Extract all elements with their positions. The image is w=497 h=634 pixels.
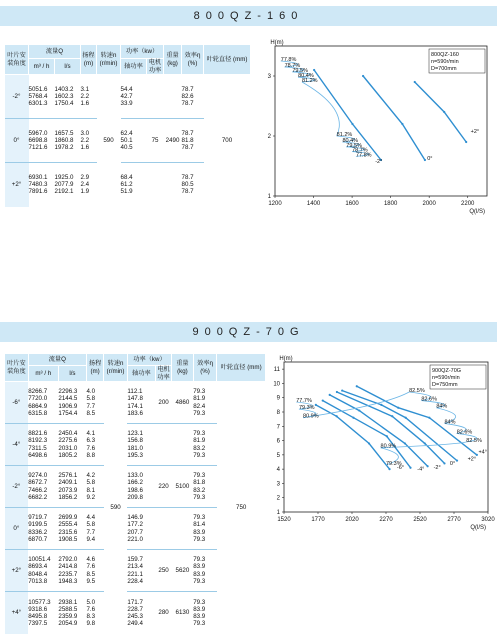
col-angle: 叶片安装角度: [5, 354, 29, 382]
weight-cell: 6130: [172, 592, 194, 634]
x-tick-label: 2520: [413, 517, 427, 523]
shaft-power-cell: 123.1 156.8 181.0 195.3: [127, 424, 155, 466]
angle-label: -6°: [396, 465, 404, 472]
angle-cell: 0°: [5, 119, 29, 163]
flow-m3h-cell: 6930.1 7480.3 7891.6: [29, 163, 55, 207]
angle-label: +2°: [467, 456, 477, 463]
col-flow-ls: l/s: [58, 366, 86, 382]
table-row: [5, 382, 266, 424]
head-cell: 4.1 6.3 7.6 8.8: [86, 424, 103, 466]
col-head: 扬程 (m): [86, 354, 103, 382]
angle-cell: +2°: [5, 550, 29, 592]
flow-m3h-cell: 10577.3 9318.6 8495.8 7397.5: [28, 592, 58, 634]
head-cell: 3.1 2.2 1.6: [81, 75, 97, 119]
efficiency-label: 78.7%: [284, 63, 301, 69]
info-diameter: D=750mm: [432, 382, 458, 388]
y-tick-label: 1: [276, 510, 280, 516]
data-point: [428, 417, 430, 419]
flow-m3h-cell: 8821.6 8192.3 7311.5 6498.6: [28, 424, 58, 466]
y-tick-label: 3: [276, 481, 280, 488]
data-point: [358, 409, 360, 411]
efficiency-cell: 79.3 81.4 83.9 79.3: [193, 508, 217, 550]
angle-label: 0°: [449, 460, 456, 467]
y-tick-label: 3: [267, 74, 271, 80]
efficiency-cell: 79.3 83.9 83.9 79.3: [193, 592, 217, 634]
data-point: [351, 123, 353, 125]
angle-cell: +4°: [5, 592, 29, 634]
data-point: [401, 123, 403, 125]
angle-cell: 0°: [5, 508, 29, 550]
flow-ls-cell: 1925.0 2077.9 2192.1: [55, 163, 81, 207]
col-eff: 效率η (%): [182, 45, 204, 75]
performance-chart: [266, 350, 495, 540]
col-speed: 转速n (r/min): [97, 45, 121, 75]
flow-m3h-cell: 5967.0 6698.8 7121.6: [29, 119, 55, 163]
y-tick-label: 2: [267, 134, 271, 140]
efficiency-cell: 78.7 82.6 78.7: [182, 75, 204, 119]
speed-cell: 590: [97, 75, 121, 207]
table-body: [5, 75, 251, 207]
efficiency-label: 81.2%: [336, 132, 353, 138]
efficiency-cell: 79.3 81.9 82.4 79.3: [193, 382, 217, 424]
head-curve: [337, 392, 448, 463]
efficiency-cell: 79.3 81.9 83.2 79.3: [193, 424, 217, 466]
flow-ls-cell: 2699.9 2555.4 2315.6 1908.5: [58, 508, 86, 550]
motor-power-cell: 200: [155, 382, 171, 424]
motor-power-cell: [147, 75, 164, 119]
efficiency-cell: 79.3 81.8 83.2 79.3: [193, 466, 217, 508]
head-curve: [363, 76, 425, 160]
head-cell: 2.9 2.4 1.9: [81, 163, 97, 207]
col-weight: 重量 (kg): [164, 45, 182, 75]
col-eff: 效率η (%): [193, 354, 217, 382]
motor-power-cell: 75: [147, 119, 164, 163]
col-shaft-power: 轴功率: [127, 366, 155, 382]
data-point: [362, 75, 364, 77]
flow-ls-cell: 1403.2 1602.3 1750.4: [55, 75, 81, 119]
data-point: [456, 459, 458, 461]
data-point: [315, 404, 317, 406]
efficiency-label: 80.4%: [342, 138, 359, 144]
data-point: [424, 159, 426, 161]
col-dia: 叶轮直径 (mm): [217, 354, 266, 382]
flow-m3h-cell: 9274.0 8672.7 7466.2 6682.2: [28, 466, 58, 508]
angle-label: +2°: [470, 129, 480, 135]
data-point: [368, 442, 370, 444]
info-speed: n=590r/min: [432, 375, 460, 381]
efficiency-label: 79.3%: [386, 460, 402, 467]
data-point: [341, 389, 343, 391]
efficiency-label: 81.2%: [301, 78, 318, 84]
data-point: [352, 417, 354, 419]
efficiency-contour: [302, 82, 339, 136]
data-point: [329, 394, 331, 396]
col-power: 功率（kw）: [127, 354, 171, 366]
info-model: 900QZ-70G: [432, 368, 462, 374]
shaft-power-cell: 54.4 42.7 33.9: [121, 75, 147, 119]
performance-table: [4, 44, 251, 207]
head-cell: 5.0 7.6 8.3 9.8: [86, 592, 103, 634]
data-point: [424, 442, 426, 444]
data-point: [414, 81, 416, 83]
efficiency-label: 80.9%: [380, 443, 397, 450]
angle-label: -2°: [433, 465, 441, 472]
data-point: [356, 385, 358, 387]
x-tick-label: 2200: [461, 201, 475, 207]
head-cell: 4.6 7.6 8.5 9.5: [86, 550, 103, 592]
info-diameter: D=700mm: [431, 66, 457, 72]
motor-power-cell: 220: [155, 466, 171, 508]
weight-cell: [164, 75, 182, 119]
col-power: 功率（kw）: [121, 45, 164, 59]
data-point: [388, 468, 390, 470]
shaft-power-cell: 159.7 213.4 221.1 228.4: [127, 550, 155, 592]
efficiency-label: 79.3%: [298, 405, 315, 412]
efficiency-label: 78.7%: [352, 147, 368, 154]
shaft-power-cell: 68.4 61.2 51.9: [121, 163, 147, 207]
flow-ls-cell: 2938.1 2588.5 2359.9 2054.9: [58, 592, 86, 634]
data-point: [336, 391, 338, 393]
efficiency-label: 82.5%: [409, 388, 425, 394]
flow-ls-cell: 2450.4 2275.6 2031.0 1805.2: [58, 424, 86, 466]
table-body: [5, 382, 266, 634]
flow-ls-cell: 1657.5 1860.8 1978.2: [55, 119, 81, 163]
flow-m3h-cell: 10051.4 8693.4 8048.4 7013.8: [28, 550, 58, 592]
col-flow-m3h: m³ / h: [29, 59, 55, 75]
weight-cell: 5100: [172, 466, 194, 508]
flow-ls-cell: 2296.3 2144.5 1906.9 1754.4: [58, 382, 86, 424]
efficiency-label: 84%: [436, 403, 448, 410]
diameter-cell: 700: [204, 75, 251, 207]
y-axis-label: H(m): [270, 40, 284, 46]
weight-cell: [164, 163, 182, 207]
x-tick-label: 1800: [383, 201, 398, 207]
x-tick-label: 1520: [277, 517, 291, 523]
motor-power-cell: [147, 163, 164, 207]
head-curve: [415, 82, 467, 142]
col-motor-power: 电机功率: [157, 366, 170, 381]
motor-power-cell: 250: [155, 550, 171, 592]
data-point: [336, 415, 338, 417]
flow-m3h-cell: 5051.6 5768.4 6301.3: [29, 75, 55, 119]
y-tick-label: 5: [276, 452, 280, 459]
y-tick-label: 6: [276, 438, 280, 445]
data-point: [313, 69, 315, 71]
flow-ls-cell: 2792.0 2414.8 2235.7 1948.3: [58, 550, 86, 592]
head-curve: [316, 405, 390, 469]
x-axis-label: Q(l/S): [470, 525, 486, 531]
y-tick-label: 11: [273, 367, 280, 374]
efficiency-label: 79.5%: [292, 67, 308, 74]
data-point: [427, 465, 429, 467]
efficiency-label: 82.5%: [466, 438, 482, 444]
col-speed: 转速n (r/min): [104, 354, 128, 382]
efficiency-label: 77.7%: [296, 398, 312, 404]
head-cell: 4.0 5.8 7.7 8.5: [86, 382, 103, 424]
efficiency-label: 77.8%: [280, 57, 297, 63]
flow-ls-cell: 2576.1 2409.1 2073.9 1856.2: [58, 466, 86, 508]
shaft-power-cell: 146.9 177.2 207.7 221.0: [127, 508, 155, 550]
angle-label: +4°: [478, 449, 487, 456]
efficiency-label: 79.5%: [346, 142, 362, 149]
head-cell: 4.2 5.8 8.1 9.2: [86, 466, 103, 508]
data-point: [386, 435, 388, 437]
efficiency-cell: 78.7 81.8 78.7: [182, 119, 204, 163]
efficiency-cell: 78.7 80.5 78.7: [182, 163, 204, 207]
model-title: 900QZ-70G: [192, 326, 305, 338]
data-point: [391, 415, 393, 417]
data-point: [405, 417, 407, 419]
col-flow: 流量Q: [28, 354, 86, 366]
weight-cell: [172, 508, 194, 550]
y-tick-label: 9: [276, 395, 280, 402]
efficiency-label: 84%: [444, 419, 456, 426]
weight-cell: 2490: [164, 119, 182, 163]
data-point: [443, 111, 445, 113]
angle-cell: +2°: [5, 163, 29, 207]
angle-label: -2°: [375, 159, 383, 165]
x-tick-label: 3020: [481, 517, 495, 523]
performance-table: [4, 353, 266, 634]
performance-chart: [255, 38, 495, 218]
angle-label: 0°: [427, 156, 433, 162]
head-cell: 4.4 5.8 7.7 9.4: [86, 508, 103, 550]
col-flow: 流量Q: [29, 45, 81, 59]
motor-power-cell: [155, 424, 171, 466]
motor-power-cell: 280: [155, 592, 171, 634]
col-dia: 叶轮直径 (mm): [204, 45, 251, 75]
x-tick-label: 1400: [306, 201, 321, 207]
col-flow-m3h: m³ / h: [28, 366, 58, 382]
data-point: [380, 404, 382, 406]
col-angle: 叶片安装角度: [5, 45, 29, 75]
x-axis-label: Q(l/S): [469, 209, 485, 215]
col-motor-power: 电机功率: [147, 59, 164, 75]
x-tick-label: 1770: [311, 517, 325, 523]
head-cell: 3.0 2.2 1.6: [81, 119, 97, 163]
x-tick-label: 1200: [268, 201, 282, 207]
angle-cell: -4°: [5, 424, 29, 466]
data-point: [409, 467, 411, 469]
data-point: [397, 407, 399, 409]
shaft-power-cell: 62.4 50.1 40.5: [121, 119, 147, 163]
shaft-power-cell: 112.1 147.8 174.1 183.6: [127, 382, 155, 424]
info-model: 800QZ-160: [431, 52, 459, 58]
motor-power-cell: [155, 508, 171, 550]
efficiency-label: 80.4%: [298, 73, 314, 80]
speed-cell: 590: [104, 382, 128, 634]
col-shaft-power: 轴功率: [121, 59, 147, 75]
info-speed: n=590r/min: [431, 59, 459, 65]
table-row: [5, 75, 251, 119]
weight-cell: 4860: [172, 382, 194, 424]
y-tick-label: 4: [276, 467, 280, 474]
data-point: [322, 399, 324, 401]
x-tick-label: 2770: [447, 517, 461, 523]
col-head: 扬程 (m): [81, 45, 97, 75]
efficiency-label: 80.9%: [303, 413, 319, 420]
efficiency-label: 82.6%: [421, 396, 437, 403]
x-tick-label: 1600: [345, 201, 359, 207]
y-axis-label: H(m): [279, 356, 293, 362]
weight-cell: 5620: [172, 550, 194, 592]
efficiency-label: 82.6%: [456, 429, 473, 436]
y-tick-label: 8: [276, 410, 280, 416]
col-weight: 重量 (kg): [172, 354, 194, 382]
data-point: [465, 141, 467, 143]
x-tick-label: 2270: [379, 517, 393, 523]
head-curve: [323, 401, 411, 468]
flow-m3h-cell: 8266.7 7720.0 6864.9 6315.8: [28, 382, 58, 424]
y-tick-label: 1: [267, 194, 271, 200]
data-point: [443, 462, 445, 464]
angle-cell: -6°: [5, 382, 29, 424]
col-flow-ls: l/s: [55, 59, 81, 75]
shaft-power-cell: 171.7 228.7 245.3 249.4: [127, 592, 155, 634]
flow-m3h-cell: 9719.7 9199.5 8336.2 6870.7: [28, 508, 58, 550]
y-tick-label: 7: [276, 424, 280, 431]
y-tick-label: 2: [276, 495, 280, 502]
weight-cell: [172, 424, 194, 466]
angle-cell: -2°: [5, 466, 29, 508]
efficiency-cell: 79.3 83.9 83.9 79.3: [193, 550, 217, 592]
shaft-power-cell: 133.0 166.2 198.6 209.8: [127, 466, 155, 508]
y-tick-label: 10: [273, 381, 280, 388]
data-point: [404, 442, 406, 444]
x-tick-label: 2000: [422, 201, 436, 207]
angle-cell: -2°: [5, 75, 29, 119]
model-title: 800QZ-160: [193, 10, 304, 22]
head-curve: [357, 386, 477, 455]
x-tick-label: 2020: [345, 517, 359, 523]
angle-label: -4°: [417, 466, 425, 473]
diameter-cell: 750: [217, 382, 266, 634]
efficiency-label: 77.8%: [355, 152, 372, 159]
